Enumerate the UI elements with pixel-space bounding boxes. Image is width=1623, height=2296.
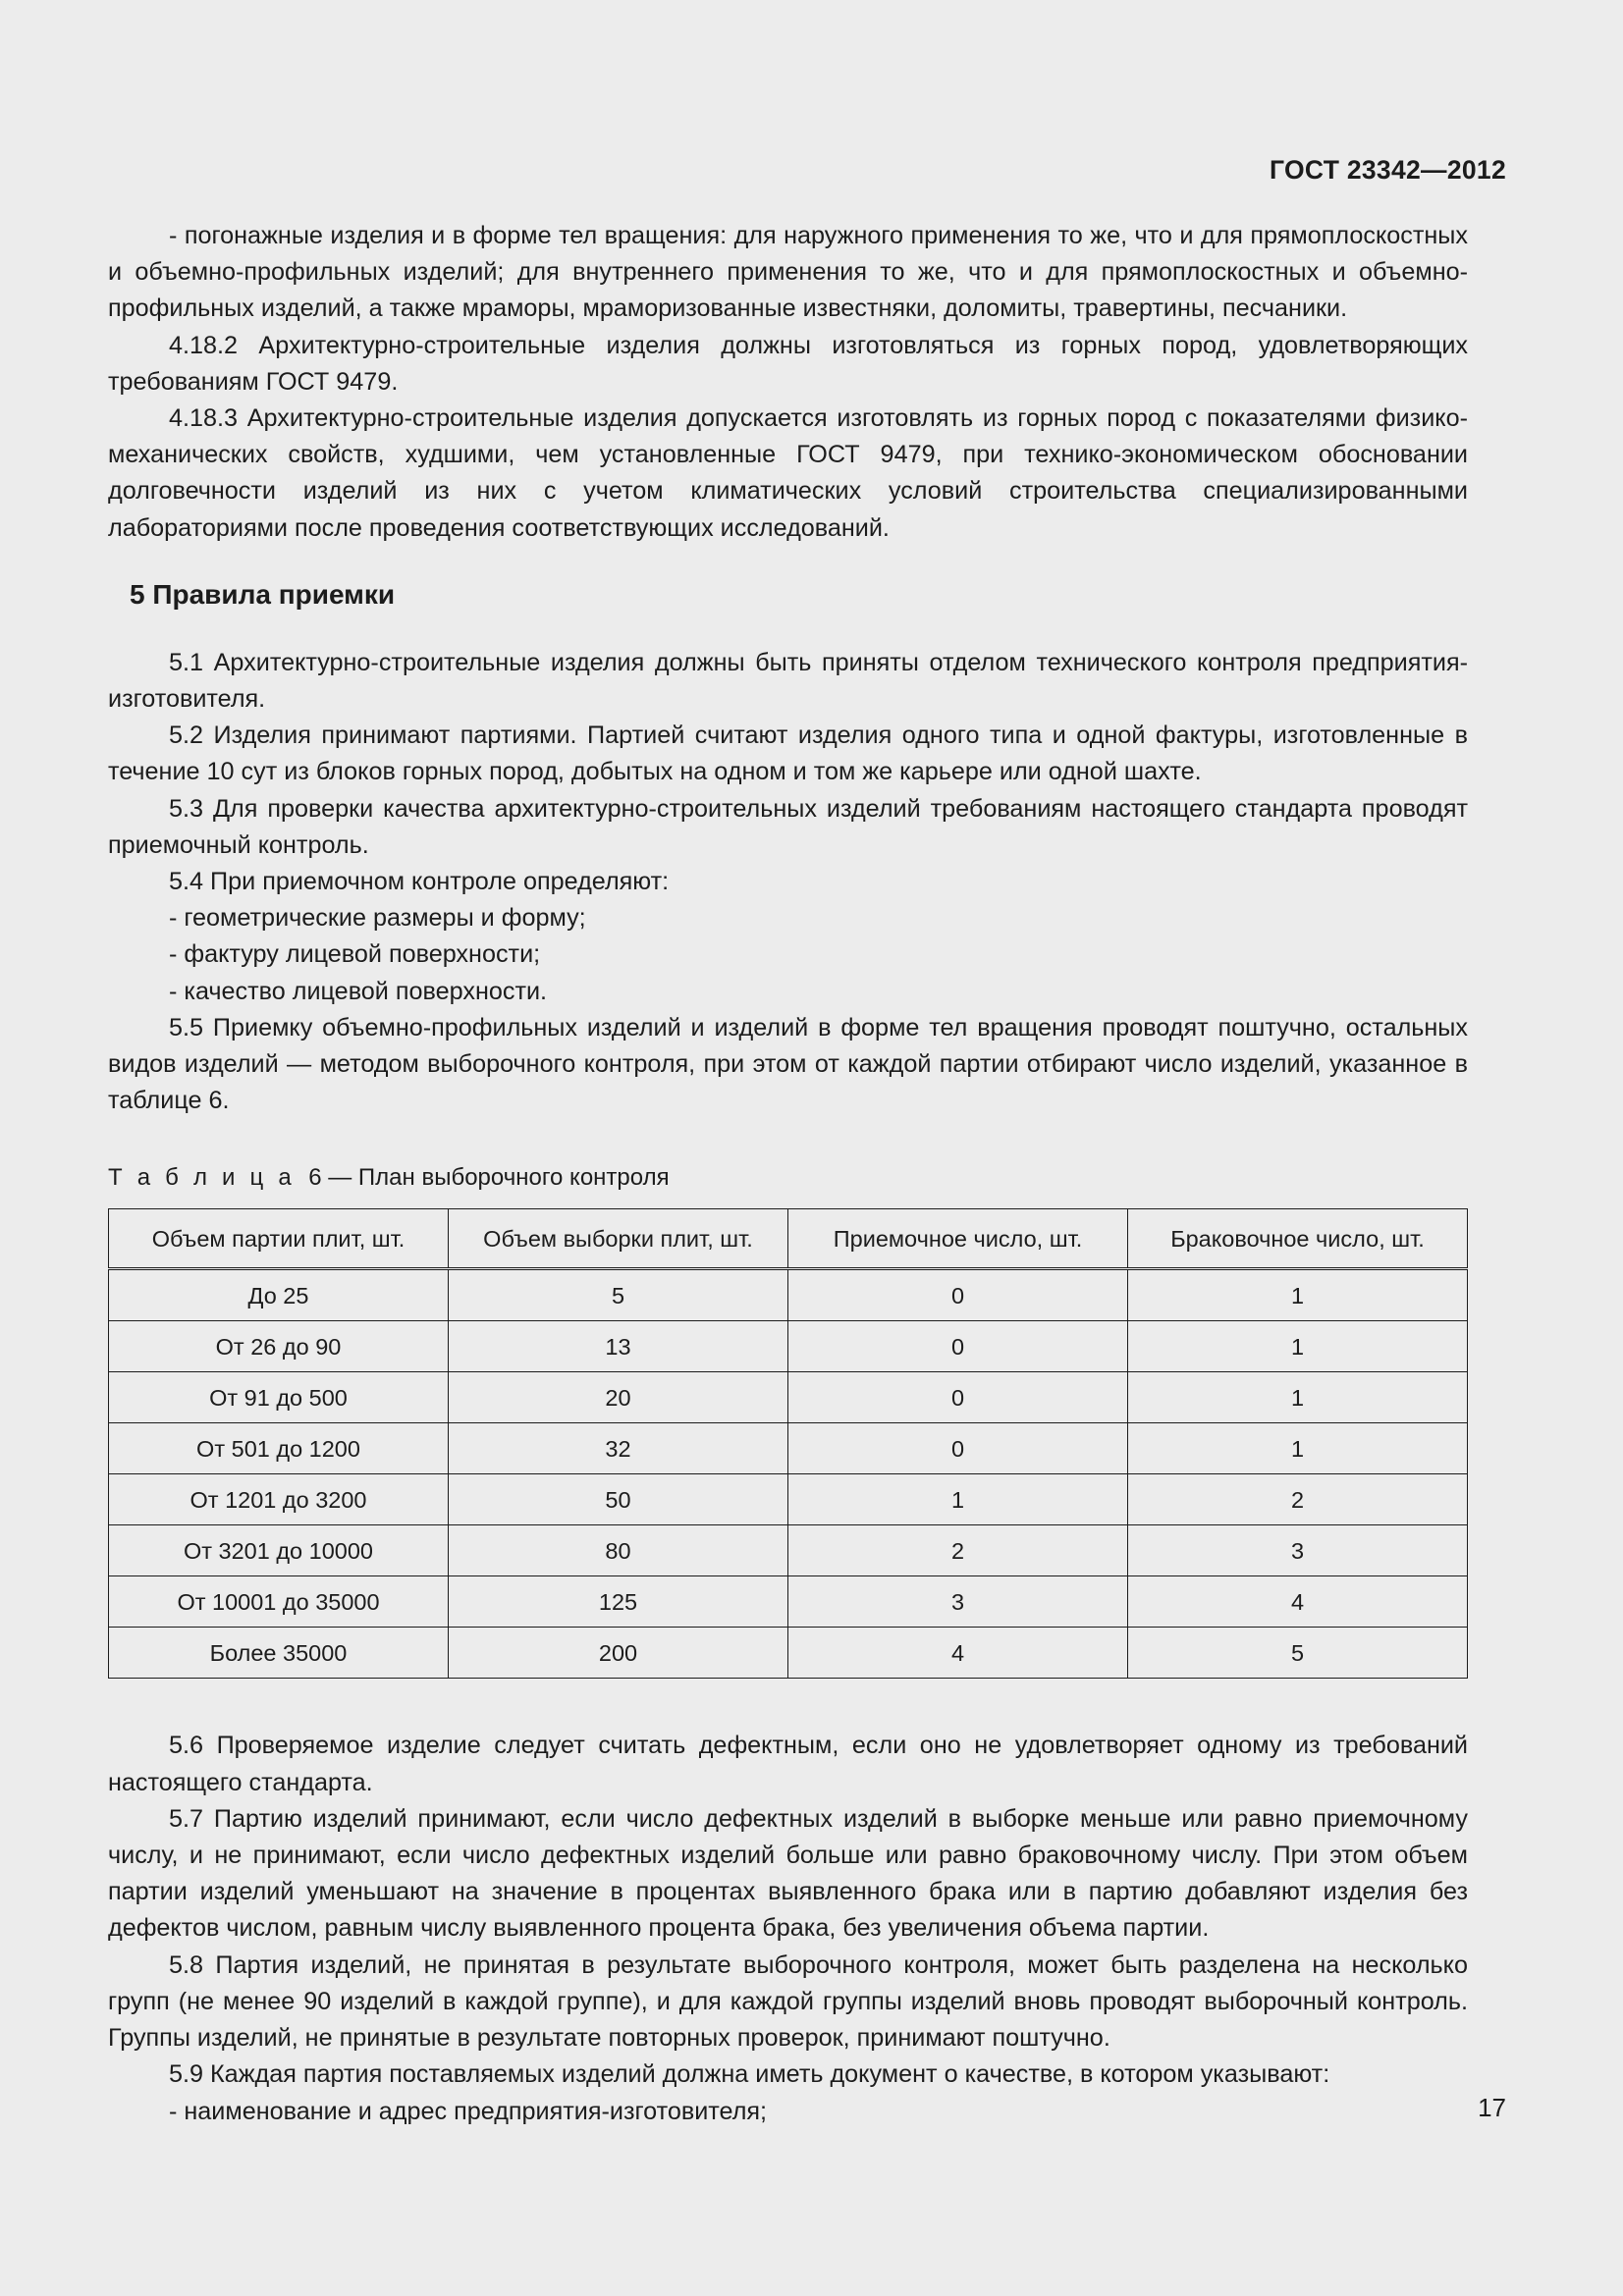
- paragraph-clause-5-1: 5.1 Архитектурно-строительные изделия должны быть приняты отделом технического контроля предприятия-изготовителя.: [108, 648, 1468, 714]
- table-head: [109, 1209, 1468, 1269]
- page-header-standard-number: ГОСТ 23342—2012: [1270, 155, 1506, 185]
- paragraph-clause-5-9: 5.9 Каждая партия поставляемых изделий должна иметь документ о качестве, в котором указывают:: [169, 2060, 1330, 2089]
- table-body: [109, 1269, 1468, 1679]
- paragraph-bullet-intro: - погонажные изделия и в форме тел вращения: для наружного применения то же, что и для прямоплоскостных и объемно-профильных изделий; для внутреннего применения то же, что и для прямоплоскостных и объемно-профильных изделий, а также мраморы, мраморизованные известняки, доломиты, травертины, песчаники.: [108, 222, 1468, 323]
- paragraph-clause-4-18-2: 4.18.2 Архитектурно-строительные изделия должны изготовляться из горных пород, удовлетворяющих требованиям ГОСТ 9479.: [108, 331, 1468, 396]
- column-header-acceptance-number: Приемочное число, шт.: [788, 1209, 1128, 1269]
- cell-lot-size: От 26 до 90: [109, 1321, 449, 1372]
- cell-lot-size: От 10001 до 35000: [109, 1576, 449, 1628]
- column-header-lot-size: Объем партии плит, шт.: [109, 1209, 449, 1269]
- list-item-5-4-0: - геометрические размеры и форму;: [169, 904, 586, 933]
- table-caption-number: 6: [308, 1164, 322, 1192]
- paragraph-clause-4-18-3: 4.18.3 Архитектурно-строительные изделия допускается изготовлять из горных пород с показателями физико-механических свойств, худшими, чем установленные ГОСТ 9479, при технико-экономическом обосновании долговечности изделий из них с учетом климатических условий строительства специализированными лабораториями после проведения соответствующих исследований.: [108, 404, 1468, 542]
- paragraph-clause-5-2: 5.2 Изделия принимают партиями. Партией считают изделия одного типа и одной фактуры, изготовленные в течение 10 сут из блоков горных пород, добытых на одном и том же карьере или одной шахте.: [108, 721, 1468, 786]
- table-caption-spacer3: [352, 1164, 358, 1191]
- cell-rejection-number: 1: [1128, 1321, 1468, 1372]
- list-item-5-4-2: - качество лицевой поверхности.: [169, 977, 548, 1005]
- page-number: 17: [1478, 2093, 1506, 2122]
- cell-rejection-number: 1: [1128, 1423, 1468, 1474]
- column-header-rejection-number: Браковочное число, шт.: [1128, 1209, 1468, 1269]
- section-heading-5: 5 Правила приемки: [130, 578, 396, 610]
- table-header-row: [109, 1209, 1468, 1269]
- cell-sample-size: 200: [449, 1628, 788, 1679]
- table-row: [109, 1576, 1468, 1628]
- paragraph-clause-5-6: 5.6 Проверяемое изделие следует считать дефектным, если оно не удовлетворяет одному из требований настоящего стандарта.: [108, 1732, 1468, 1796]
- cell-sample-size: 80: [449, 1525, 788, 1576]
- table-caption-title: План выборочного контроля: [357, 1164, 670, 1192]
- cell-acceptance-number: 2: [788, 1525, 1128, 1576]
- table-caption-label: Т а б л и ц а: [108, 1164, 296, 1192]
- table-row: [109, 1423, 1468, 1474]
- cell-lot-size: От 91 до 500: [109, 1372, 449, 1423]
- table-caption-dash: —: [328, 1164, 352, 1192]
- table-row: [109, 1321, 1468, 1372]
- cell-acceptance-number: 1: [788, 1474, 1128, 1525]
- cell-acceptance-number: 4: [788, 1628, 1128, 1679]
- cell-acceptance-number: 0: [788, 1372, 1128, 1423]
- cell-sample-size: 5: [449, 1269, 788, 1321]
- table-6-sampling-plan: [108, 1208, 1468, 1679]
- spacer: [108, 1192, 1468, 1208]
- cell-rejection-number: 4: [1128, 1576, 1468, 1628]
- spacer: [108, 1679, 1468, 1728]
- table-6-caption: [108, 1164, 1468, 1192]
- cell-acceptance-number: 0: [788, 1423, 1128, 1474]
- spacer: [108, 611, 1468, 645]
- spacer: [108, 1119, 1468, 1164]
- cell-rejection-number: 1: [1128, 1269, 1468, 1321]
- page-content: [108, 218, 1468, 2130]
- cell-acceptance-number: 0: [788, 1321, 1128, 1372]
- cell-lot-size: От 3201 до 10000: [109, 1525, 449, 1576]
- table-row: [109, 1269, 1468, 1321]
- cell-acceptance-number: 3: [788, 1576, 1128, 1628]
- spacer: [108, 547, 1468, 579]
- list-item-5-9-0: - наименование и адрес предприятия-изготовителя;: [169, 2097, 768, 2125]
- cell-sample-size: 20: [449, 1372, 788, 1423]
- cell-sample-size: 50: [449, 1474, 788, 1525]
- list-item-5-4-1: - фактуру лицевой поверхности;: [169, 940, 541, 969]
- cell-lot-size: До 25: [109, 1269, 449, 1321]
- cell-lot-size: От 501 до 1200: [109, 1423, 449, 1474]
- paragraph-clause-5-7: 5.7 Партию изделий принимают, если число дефектных изделий в выборке меньше или равно приемочному числу, и не принимают, если число дефектных изделий больше или равно браковочному числу. При этом объем партии изделий уменьшают на значение в процентах выявленного брака или в партию добавляют изделия без дефектов числом, равным числу выявленного процента брака, без увеличения объема партии.: [108, 1804, 1468, 1943]
- cell-lot-size: Более 35000: [109, 1628, 449, 1679]
- paragraph-clause-5-4: 5.4 При приемочном контроле определяют:: [169, 868, 670, 896]
- table-row: [109, 1628, 1468, 1679]
- cell-rejection-number: 2: [1128, 1474, 1468, 1525]
- column-header-sample-size: Объем выборки плит, шт.: [449, 1209, 788, 1269]
- cell-sample-size: 32: [449, 1423, 788, 1474]
- paragraph-clause-5-5: 5.5 Приемку объемно-профильных изделий и изделий в форме тел вращения проводят поштучно, остальных видов изделий — методом выборочного контроля, при этом от каждой партии отбирают число изделий, указанное в таблице 6.: [108, 1013, 1468, 1115]
- cell-lot-size: От 1201 до 3200: [109, 1474, 449, 1525]
- table-row: [109, 1474, 1468, 1525]
- cell-acceptance-number: 0: [788, 1269, 1128, 1321]
- cell-rejection-number: 1: [1128, 1372, 1468, 1423]
- table-row: [109, 1525, 1468, 1576]
- cell-sample-size: 13: [449, 1321, 788, 1372]
- cell-rejection-number: 3: [1128, 1525, 1468, 1576]
- cell-rejection-number: 5: [1128, 1628, 1468, 1679]
- cell-sample-size: 125: [449, 1576, 788, 1628]
- paragraph-clause-5-8: 5.8 Партия изделий, не принятая в результате выборочного контроля, может быть разделена на несколько групп (не менее 90 изделий в каждой группе), и для каждой группы изделий вновь проводят выборочный контроль. Группы изделий, не принятые в результате повторных проверок, принимают поштучно.: [108, 1950, 1468, 2053]
- table-row: [109, 1372, 1468, 1423]
- table-caption-spacer: [296, 1164, 308, 1191]
- paragraph-clause-5-3: 5.3 Для проверки качества архитектурно-строительных изделий требованиям настоящего стандарта проводят приемочный контроль.: [108, 794, 1468, 859]
